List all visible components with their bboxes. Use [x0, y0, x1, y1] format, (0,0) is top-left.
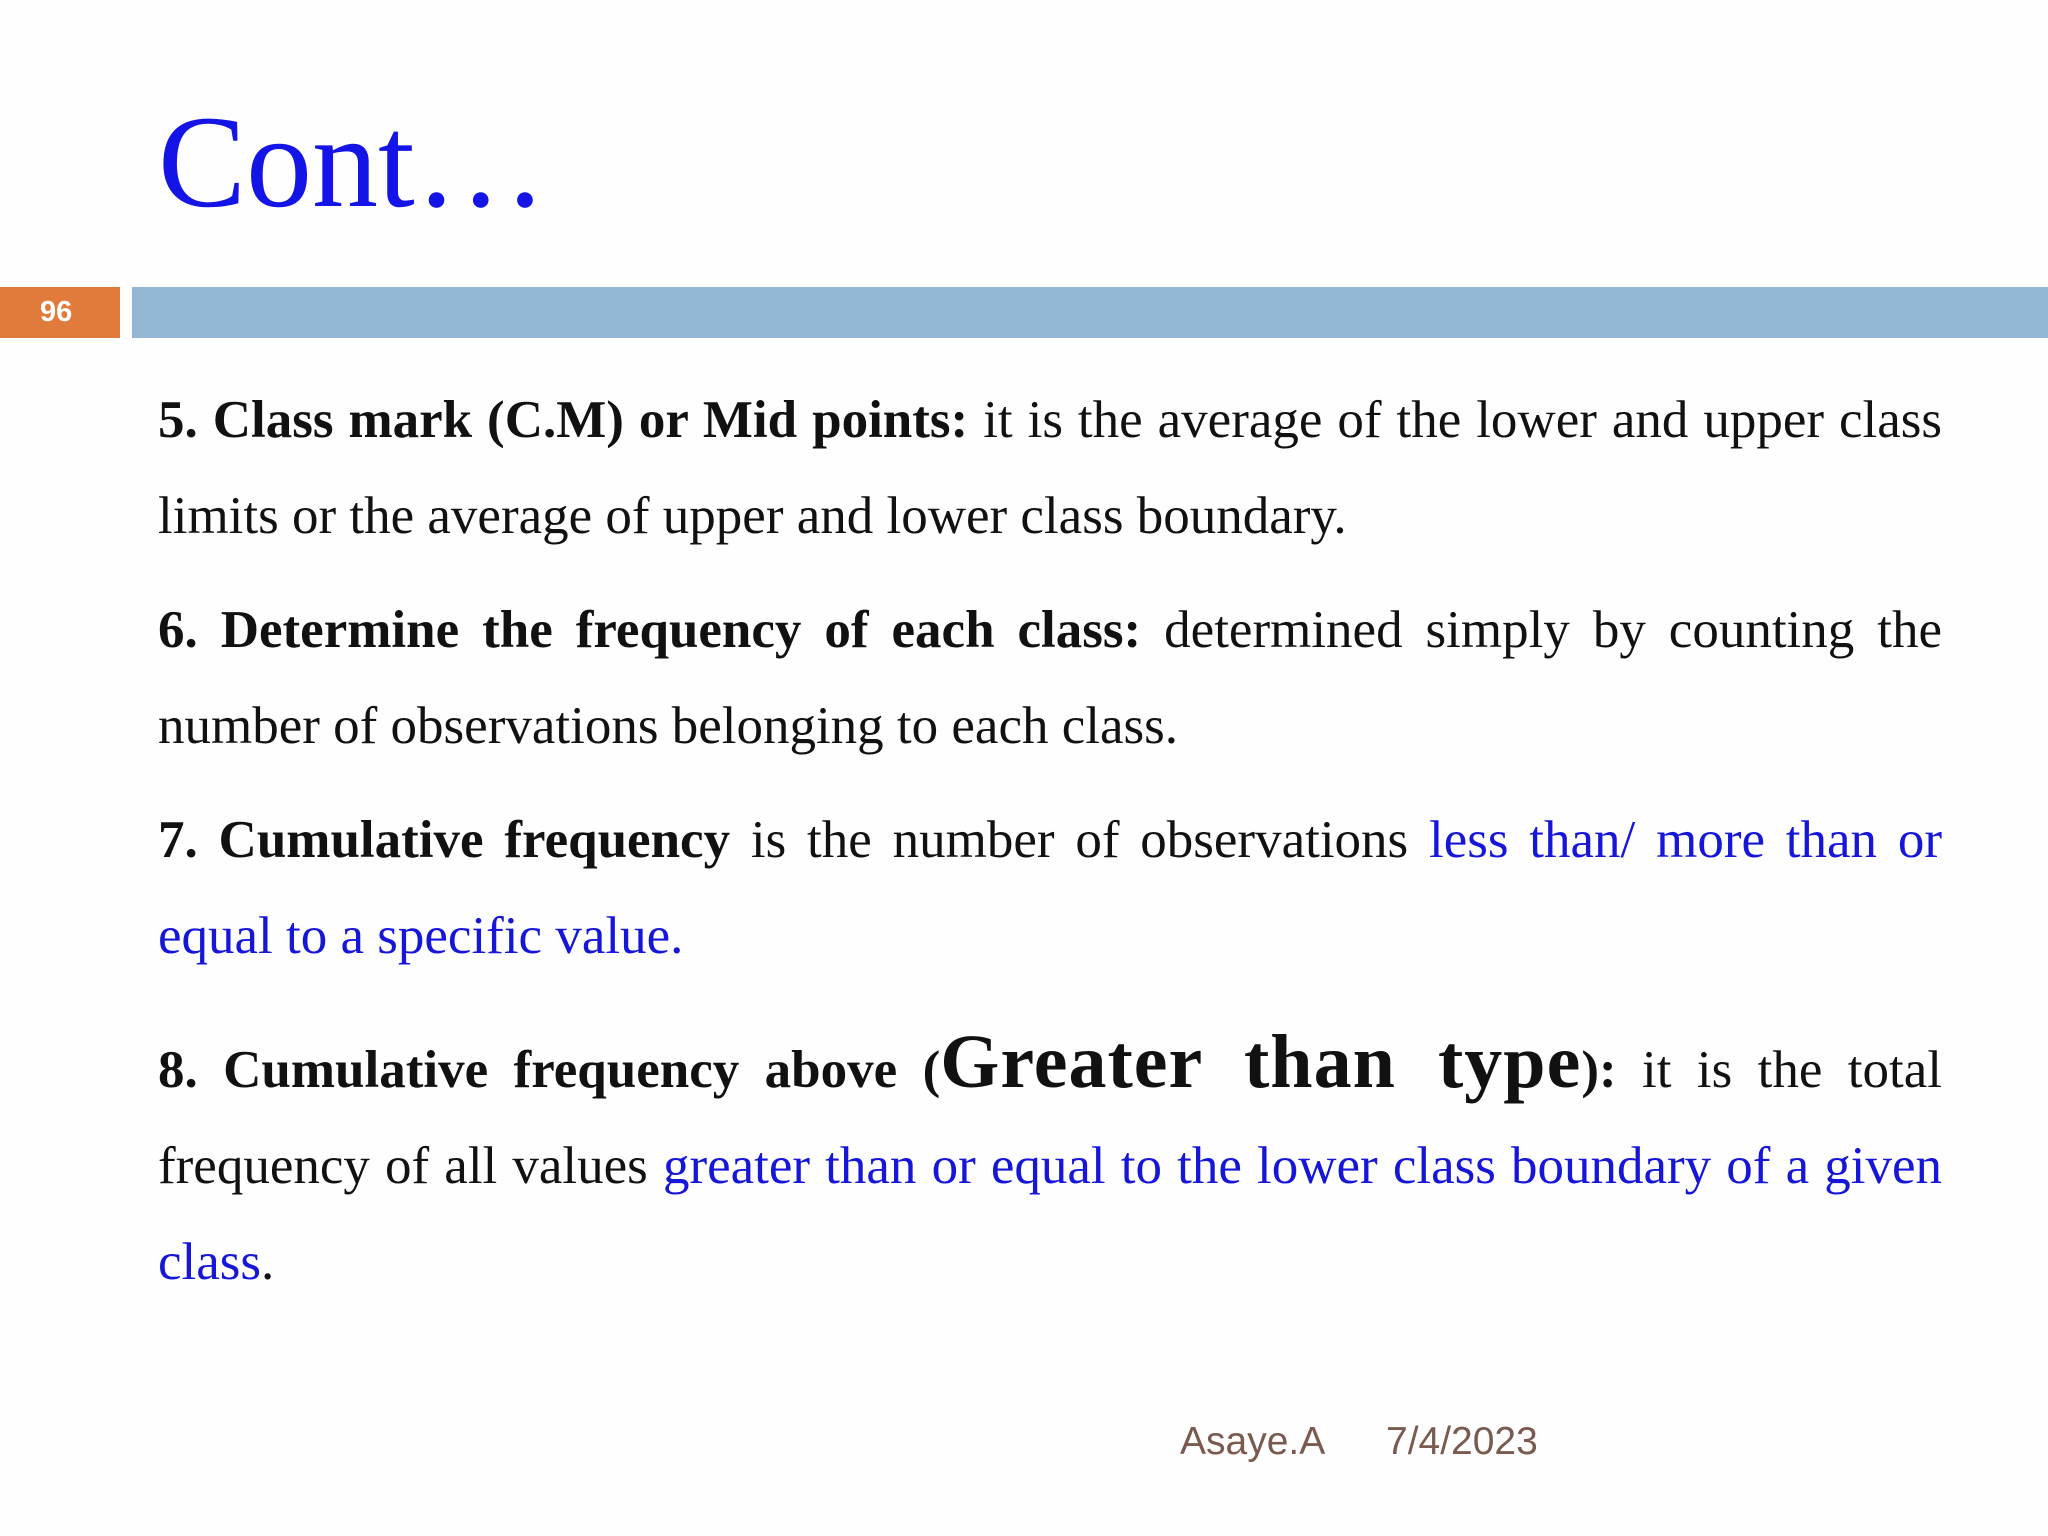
point-8-end: . — [261, 1233, 275, 1291]
point-5-text: it is the average of the lower and upper class limits or the average of upper and lower class boundary. — [158, 391, 1942, 545]
point-6-heading: 6. Determine the frequency of each class: — [158, 601, 1142, 659]
point-8-highlight: greater than or equal to the lower class boundary of a given class — [158, 1137, 1942, 1291]
point-8-text: it is the total frequency of all values — [158, 1041, 1942, 1195]
point-6 — [158, 582, 1942, 774]
footer-author: Asaye.A — [1180, 1420, 1326, 1463]
point-8-heading-end: ): — [1581, 1041, 1617, 1099]
point-7-highlight: less than/ more than or equal to a specific value. — [158, 811, 1943, 965]
point-7-heading: 7. Cumulative frequency — [158, 811, 731, 869]
title-divider-bar — [132, 287, 2048, 338]
footer-date: 7/4/2023 — [1386, 1420, 1538, 1463]
point-8-heading-big: Greater than type — [940, 1020, 1582, 1104]
point-8 — [158, 1014, 1942, 1310]
point-7-text: is the number of observations — [730, 811, 1429, 869]
slide-title: Cont… — [158, 88, 547, 235]
point-5 — [158, 372, 1942, 564]
slide-number: 96 — [40, 296, 73, 328]
point-6-text: determined simply by counting the number of observations belonging to each class. — [158, 601, 1943, 755]
slide-body — [158, 372, 1942, 1310]
point-5-heading: 5. Class mark (C.M) or Mid points: — [158, 391, 969, 449]
point-8-heading-start: 8. Cumulative frequency above ( — [158, 1041, 941, 1099]
point-7 — [158, 792, 1942, 984]
slide-number-badge — [0, 287, 120, 338]
